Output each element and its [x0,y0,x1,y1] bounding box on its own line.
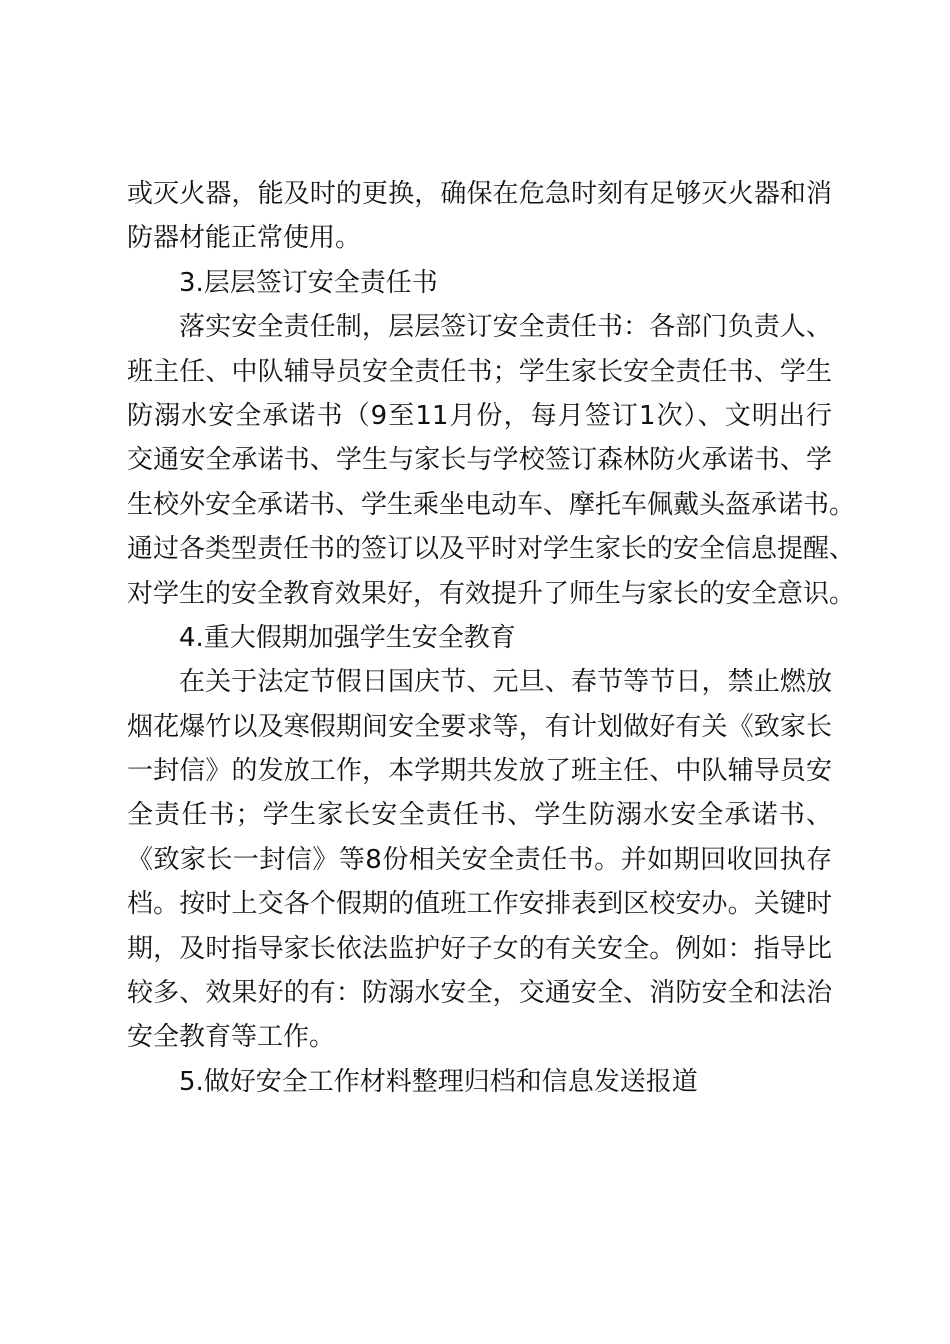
text-line: 较多、效果好的有：防溺水安全，交通安全、消防安全和法治 [127,978,832,1009]
text-line: 烟花爆竹以及寒假期间安全要求等，有计划做好有关《致家长 [127,711,832,742]
section-heading: 5.做好安全工作材料整理归档和信息发送报道 [179,1066,698,1097]
text-line: 在关于法定节假日国庆节、元旦、春节等节日，禁止燃放 [179,667,832,698]
section-heading: 4.重大假期加强学生安全教育 [179,622,516,653]
text-line: 《致家长一封信》等8份相关安全责任书。并如期回收回执存 [127,844,832,875]
text-line: 安全教育等工作。 [127,1022,336,1053]
text-line: 防器材能正常使用。 [127,223,362,254]
document-body [127,172,856,1104]
text-line: 生校外安全承诺书、学生乘坐电动车、摩托车佩戴头盔承诺书。 [127,489,856,520]
text-line: 或灭火器，能及时的更换，确保在危急时刻有足够灭火器和消 [127,179,832,209]
text-line: 防溺水安全承诺书（9至11月份，每月签订1次）、文明出行 [127,400,832,431]
text-line: 期，及时指导家长依法监护好子女的有关安全。例如：指导比 [127,933,832,964]
text-line: 交通安全承诺书、学生与家长与学校签订森林防火承诺书、学 [127,445,832,476]
text-line: 通过各类型责任书的签订以及平时对学生家长的安全信息提醒、 [127,534,856,565]
text-line: 全责任书；学生家长安全责任书、学生防溺水安全承诺书、 [127,800,832,831]
text-line: 档。按时上交各个假期的值班工作安排表到区校安办。关键时 [127,889,832,920]
text-line: 一封信》的发放工作，本学期共发放了班主任、中队辅导员安 [127,756,832,787]
text-line: 落实安全责任制，层层签订安全责任书：各部门负责人、 [179,312,832,343]
section-heading: 3.层层签订安全责任书 [179,267,438,298]
text-line: 班主任、中队辅导员安全责任书；学生家长安全责任书、学生 [127,356,832,387]
text-line: 对学生的安全教育效果好，有效提升了师生与家长的安全意识。 [127,578,856,609]
